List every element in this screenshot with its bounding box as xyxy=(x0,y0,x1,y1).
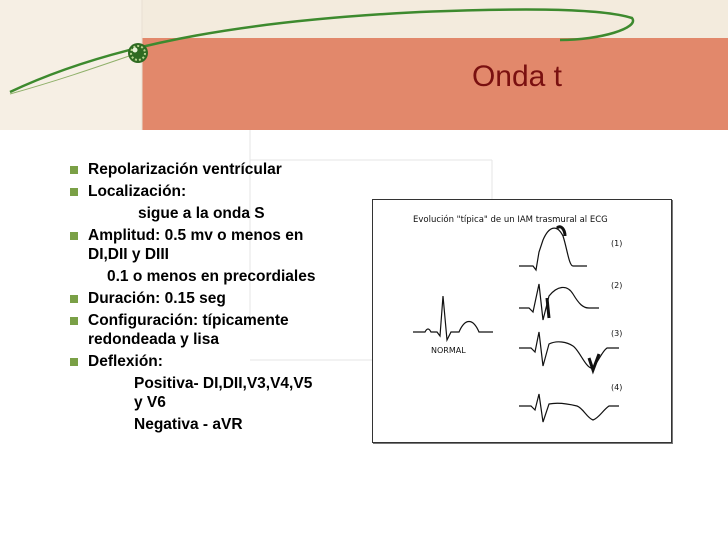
bullet-continuation: redondeada y lisa xyxy=(88,331,219,348)
ecg-diagram xyxy=(373,200,671,442)
bullet-item: Deflexión: xyxy=(70,352,370,371)
ecg-trace-stage-2 xyxy=(519,284,599,320)
ecg-trace-normal xyxy=(413,296,493,340)
bullet-continuation: DI,DII y DIII xyxy=(88,246,169,263)
ecg-trace-stage-1 xyxy=(519,228,587,270)
bullet-subline: Negativa - aVR xyxy=(134,416,243,433)
stage-label: (3) xyxy=(611,329,623,338)
bullet-item: Duración: 0.15 seg xyxy=(70,289,370,308)
bullet-item: Repolarización ventrícular xyxy=(70,160,370,179)
bullet-square-icon xyxy=(70,166,78,174)
bullet-square-icon xyxy=(70,188,78,196)
bullet-square-icon xyxy=(70,232,78,240)
normal-label: NORMAL xyxy=(431,346,466,355)
bullet-item: Configuración: típicamente xyxy=(70,311,370,330)
bullet-square-icon xyxy=(70,295,78,303)
stage-label: (2) xyxy=(611,281,623,290)
bullet-subline: sigue a la onda S xyxy=(138,205,265,222)
bullet-subline: y V6 xyxy=(134,394,166,411)
ecg-trace-stage-4 xyxy=(519,394,619,422)
bullet-square-icon xyxy=(70,317,78,325)
bullet-item: Localización: xyxy=(70,182,370,201)
bullet-subline: Positiva- DI,DII,V3,V4,V5 xyxy=(134,375,313,392)
bullet-list xyxy=(70,160,370,434)
bullet-square-icon xyxy=(70,358,78,366)
stage-label: (4) xyxy=(611,383,623,392)
bullet-item: Amplitud: 0.5 mv o menos en xyxy=(70,226,370,245)
figure-caption: Evolución "típica" de un IAM trasmural al ECG xyxy=(413,215,608,225)
bullet-subline: 0.1 o menos en precordiales xyxy=(107,268,316,285)
stage-label: (1) xyxy=(611,239,623,248)
orb-icon xyxy=(128,43,148,63)
ecg-figure xyxy=(372,199,672,443)
slide-title: Onda t xyxy=(471,60,562,93)
ecg-trace-stage-3 xyxy=(519,332,619,368)
